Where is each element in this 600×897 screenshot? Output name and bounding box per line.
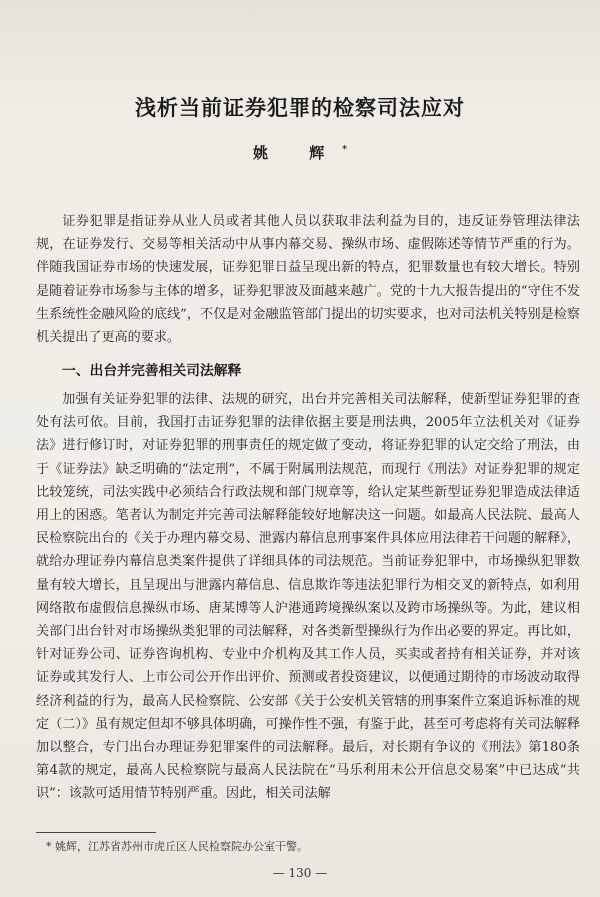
footnote-divider [36,832,156,833]
intro-section [36,210,580,349]
author-footnote-marker: * [342,145,347,155]
author-name: 姚 辉 [253,144,343,162]
page-number: — 130 — [272,866,328,880]
section-paragraph: 加强有关证券犯罪的法律、法规的研究，出台并完善相关司法解释，使新型证券犯罪的查处有法可依。目前，我国打击证券犯罪的法律依据主要是刑法典，2005年立法机关对《证券法》进行修订时，对证券犯罪的刑事责任的规定做了变动，将证券犯罪的认定交给了刑法，由于《证券法》缺乏明确的“法定刑”，不属于附属刑法规范，而现行《刑法》对证券犯罪的规定比较笼统，司法实践中必须结合行政法规和部门规章等，给认定某些新型证券犯罪造成法律适用上的困惑。笔者认为制定并完善司法解释能较好地解决这一问题。如最高人民法院、最高人民检察院出台的《关于办理内幕交易、泄露内幕信息刑事案件具体应用法律若干问题的解释》，就给办理证券内幕信息类案件提供了详细具体的司法规范。当前证券犯罪中，市场操纵犯罪数量有较大增长，且呈现出与泄露内幕信息、信息欺诈等违法犯罪行为相交叉的新特点，如利用网络散布虚假信息操纵市场、唐某博等人沪港通跨境操纵案以及跨市场操纵等。为此，建议相关部门出台针对市场操纵类犯罪的司法解释，对各类新型操纵行为作出必要的界定。再比如，针对证券公司、证券咨询机构、专业中介机构及其工作人员，买卖或者持有相关证券，并对该证券或其发行人、上市公司公开作出评价、预测或者投资建议，以便通过期待的市场波动取得经济利益的行为，最高人民检察院、公安部《关于公安机关管辖的刑事案件立案追诉标准的规定（二）》虽有规定但却不够具体明确，可操作性不强，有鉴于此，甚至可考虑将有关司法解释加以整合，专门出台办理证券犯罪案件的司法解释。最后，对长期有争议的《刑法》第180条第4款的规定，最高人民检察院与最高人民法院在“马乐利用未公开信息交易案”中已达成“共识”：该款可适用情节特别严重。因此，相关司法解 [36,392,580,802]
author-line [0,142,600,163]
section-heading: 一、出台并完善相关司法解释 [62,363,242,379]
footnote: * 姚辉，江苏省苏州市虎丘区人民检察院办公室干警。 [46,840,308,853]
intro-paragraph: 证券犯罪是指证券从业人员或者其他人员以获取非法利益为目的，违反证券管理法律法规，在证券发行、交易等相关活动中从事内幕交易、操纵市场、虚假陈述等情节严重的行为。伴随我国证券市场的快速发展，证券犯罪日益呈现出新的特点，犯罪数量也有较大增长。特别是随着证券市场参与主体的增多，证券犯罪波及面越来越广。党的十九大报告提出的“守住不发生系统性金融风险的底线”，不仅是对金融监管部门提出的切实要求，也对司法机关特别是检察机关提出了更高的要求。 [36,214,580,346]
section-body [36,388,580,806]
article-title: 浅析当前证券犯罪的检察司法应对 [135,95,465,120]
